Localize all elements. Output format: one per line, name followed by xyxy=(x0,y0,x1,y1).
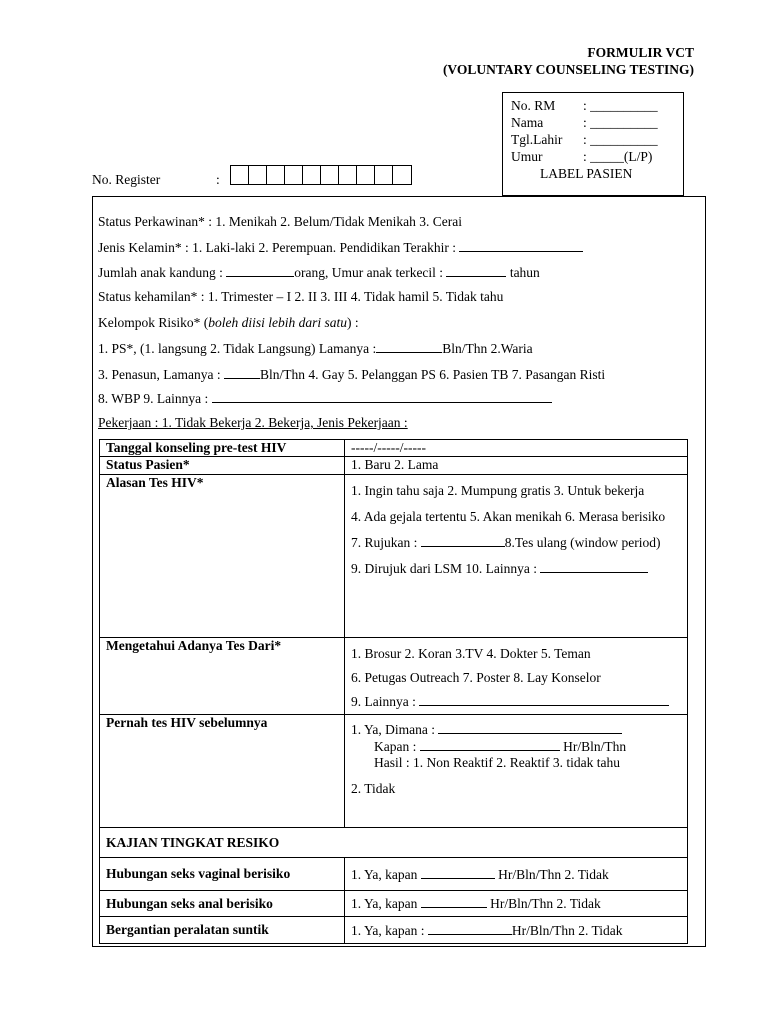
register-digit-box[interactable] xyxy=(375,166,393,184)
kapan-field[interactable] xyxy=(420,738,560,751)
tanggal-value[interactable]: -----/-----/----- xyxy=(345,440,688,457)
suntik-kapan-field[interactable] xyxy=(428,922,512,935)
suntik-tidak: Hr/Bln/Thn 2. Tidak xyxy=(511,922,623,938)
anal-label: Hubungan seks anal berisiko xyxy=(100,891,345,917)
register-digit-box[interactable] xyxy=(321,166,339,184)
counseling-table xyxy=(99,439,688,944)
mengetahui-lainnya-label: 9. Lainnya : xyxy=(351,694,416,709)
table-row xyxy=(100,891,688,917)
label-key: Tgl.Lahir xyxy=(511,132,563,147)
mengetahui-option-2: 6. Petugas Outreach 7. Poster 8. Lay Konselor xyxy=(351,670,601,685)
suntik-value[interactable] xyxy=(345,917,688,944)
penasun-options: Bln/Thn 4. Gay 5. Pelanggan PS 6. Pasien TB 7. Pasangan Risti xyxy=(259,367,606,382)
kapan-unit: Hr/Bln/Thn xyxy=(563,739,627,754)
vaginal-value[interactable] xyxy=(345,858,688,891)
mengetahui-option-1: 1. Brosur 2. Koran 3.TV 4. Dokter 5. Teman xyxy=(351,646,591,661)
kelompok-risiko-label: Kelompok Risiko* ( xyxy=(98,315,209,330)
jenis-kelamin-text: Jenis Kelamin* : 1. Laki-laki 2. Perempuan. Pendidikan Terakhir : xyxy=(98,240,456,255)
kelompok-risiko-note: boleh diisi lebih dari satu xyxy=(208,315,348,330)
pernah-tes-options[interactable] xyxy=(345,715,688,828)
alasan-options[interactable] xyxy=(345,475,688,638)
mengetahui-lainnya-field[interactable] xyxy=(419,693,669,706)
alasan-option-2: 4. Ada gejala tertentu 5. Akan menikah 6. Merasa berisiko xyxy=(351,509,666,524)
penasun-line xyxy=(98,366,605,383)
label-caption: LABEL PASIEN xyxy=(540,166,633,181)
pendidikan-terakhir-field[interactable] xyxy=(459,239,583,252)
jumlah-anak-label: Jumlah anak kandung : xyxy=(98,265,223,280)
alasan-option-1: 1. Ingin tahu saja 2. Mumpung gratis 3. Untuk bekerja xyxy=(351,483,645,498)
alasan-label: Alasan Tes HIV* xyxy=(100,475,345,638)
jumlah-anak-field[interactable] xyxy=(226,264,294,277)
tes-ulang-label: 8.Tes ulang (window period) xyxy=(504,535,661,550)
form-subtitle: (VOLUNTARY COUNSELING TESTING) xyxy=(442,62,694,77)
register-digit-box[interactable] xyxy=(249,166,267,184)
suntik-label: Bergantian peralatan suntik xyxy=(100,917,345,944)
anal-kapan-field[interactable] xyxy=(421,895,487,908)
umur-anak-label: orang, Umur anak terkecil : xyxy=(294,265,444,280)
table-row xyxy=(100,715,688,828)
dimana-field[interactable] xyxy=(438,721,622,734)
register-colon: : xyxy=(216,172,220,187)
register-number-boxes[interactable] xyxy=(230,165,412,185)
jenis-kelamin-line xyxy=(98,239,583,256)
vaginal-kapan-field[interactable] xyxy=(421,866,495,879)
table-row xyxy=(100,858,688,891)
anal-ya: 1. Ya, kapan xyxy=(351,896,418,911)
wbp-line xyxy=(98,390,552,407)
kelompok-risiko-line xyxy=(98,315,359,331)
kapan-label: Kapan : xyxy=(374,739,417,754)
status-kehamilan-line: Status kehamilan* : 1. Trimester – I 2. II 3. III 4. Tidak hamil 5. Tidak tahu xyxy=(98,289,504,304)
label-row-nama xyxy=(511,115,658,131)
form-title: FORMULIR VCT xyxy=(587,45,694,60)
vaginal-tidak: Hr/Bln/Thn 2. Tidak xyxy=(498,866,609,882)
alasan-option-3 xyxy=(351,533,687,553)
tahun-unit: tahun xyxy=(509,265,540,280)
label-value[interactable]: : __________ xyxy=(583,98,658,113)
pernah-tidak-line: 2. Tidak xyxy=(351,781,396,796)
register-digit-box[interactable] xyxy=(285,166,303,184)
register-digit-box[interactable] xyxy=(231,166,249,184)
rujukan-field[interactable] xyxy=(421,534,505,547)
penasun-label: 3. Penasun, Lamanya : xyxy=(98,367,221,382)
pernah-ya-line xyxy=(351,721,687,738)
label-value[interactable]: : __________ xyxy=(583,115,658,130)
status-pasien-label: Status Pasien* xyxy=(100,457,345,475)
ps-label: 1. PS*, (1. langsung 2. Tidak Langsung) Lamanya : xyxy=(98,341,377,356)
dimana-label: 1. Ya, Dimana : xyxy=(351,722,435,737)
anal-value[interactable] xyxy=(345,891,688,917)
table-row xyxy=(100,828,688,858)
tanggal-label: Tanggal konseling pre-test HIV xyxy=(100,440,345,457)
umur-anak-field[interactable] xyxy=(446,264,506,277)
register-digit-box[interactable] xyxy=(267,166,285,184)
ps-line xyxy=(98,340,533,357)
label-value[interactable]: : _____(L/P) xyxy=(583,149,653,164)
register-digit-box[interactable] xyxy=(339,166,357,184)
status-pasien-value[interactable]: 1. Baru 2. Lama xyxy=(345,457,688,475)
table-row xyxy=(100,457,688,475)
table-row xyxy=(100,440,688,457)
alasan-option-4 xyxy=(351,559,687,579)
mengetahui-option-3 xyxy=(351,690,687,714)
mengetahui-label: Mengetahui Adanya Tes Dari* xyxy=(100,638,345,715)
label-row-umur xyxy=(511,149,652,165)
label-key: No. RM xyxy=(511,98,556,113)
penasun-lamanya-field[interactable] xyxy=(224,366,260,379)
kelompok-risiko-end: ) : xyxy=(347,315,359,330)
vaginal-ya: 1. Ya, kapan xyxy=(351,866,418,882)
jumlah-anak-line xyxy=(98,264,540,281)
label-key: Umur xyxy=(511,149,543,164)
label-row-rm xyxy=(511,98,658,114)
table-row xyxy=(100,917,688,944)
pernah-tes-label: Pernah tes HIV sebelumnya xyxy=(100,715,345,828)
mengetahui-options[interactable] xyxy=(345,638,688,715)
pekerjaan-line: Pekerjaan : 1. Tidak Bekerja 2. Bekerja, Jenis Pekerjaan : xyxy=(98,415,408,430)
status-perkawinan-line: Status Perkawinan* : 1. Menikah 2. Belum/Tidak Menikah 3. Cerai xyxy=(98,214,462,229)
register-digit-box[interactable] xyxy=(303,166,321,184)
label-value[interactable]: : __________ xyxy=(583,132,658,147)
register-digit-box[interactable] xyxy=(393,166,411,184)
table-row xyxy=(100,638,688,715)
vaginal-label: Hubungan seks vaginal berisiko xyxy=(100,858,345,891)
label-key: Nama xyxy=(511,115,544,130)
anal-tidak: Hr/Bln/Thn 2. Tidak xyxy=(490,896,601,911)
kajian-heading: KAJIAN TINGKAT RESIKO xyxy=(100,828,688,858)
hasil-line: Hasil : 1. Non Reaktif 2. Reaktif 3. tidak tahu xyxy=(374,755,620,770)
alasan-lainnya-field[interactable] xyxy=(540,560,648,573)
label-row-tgl-lahir xyxy=(511,132,658,148)
rujukan-label: 7. Rujukan : xyxy=(351,535,418,550)
table-row xyxy=(100,475,688,638)
wbp-label: 8. WBP 9. Lainnya : xyxy=(98,391,209,406)
register-digit-box[interactable] xyxy=(357,166,375,184)
ps-unit: Bln/Thn 2.Waria xyxy=(442,341,533,356)
register-label: No. Register xyxy=(92,172,161,187)
lainnya-field[interactable] xyxy=(212,390,552,403)
lsm-label: 9. Dirujuk dari LSM 10. Lainnya : xyxy=(351,561,537,576)
patient-label-box xyxy=(502,92,684,196)
kapan-line xyxy=(351,738,687,755)
suntik-ya: 1. Ya, kapan : xyxy=(351,922,425,938)
ps-lamanya-field[interactable] xyxy=(376,340,442,353)
